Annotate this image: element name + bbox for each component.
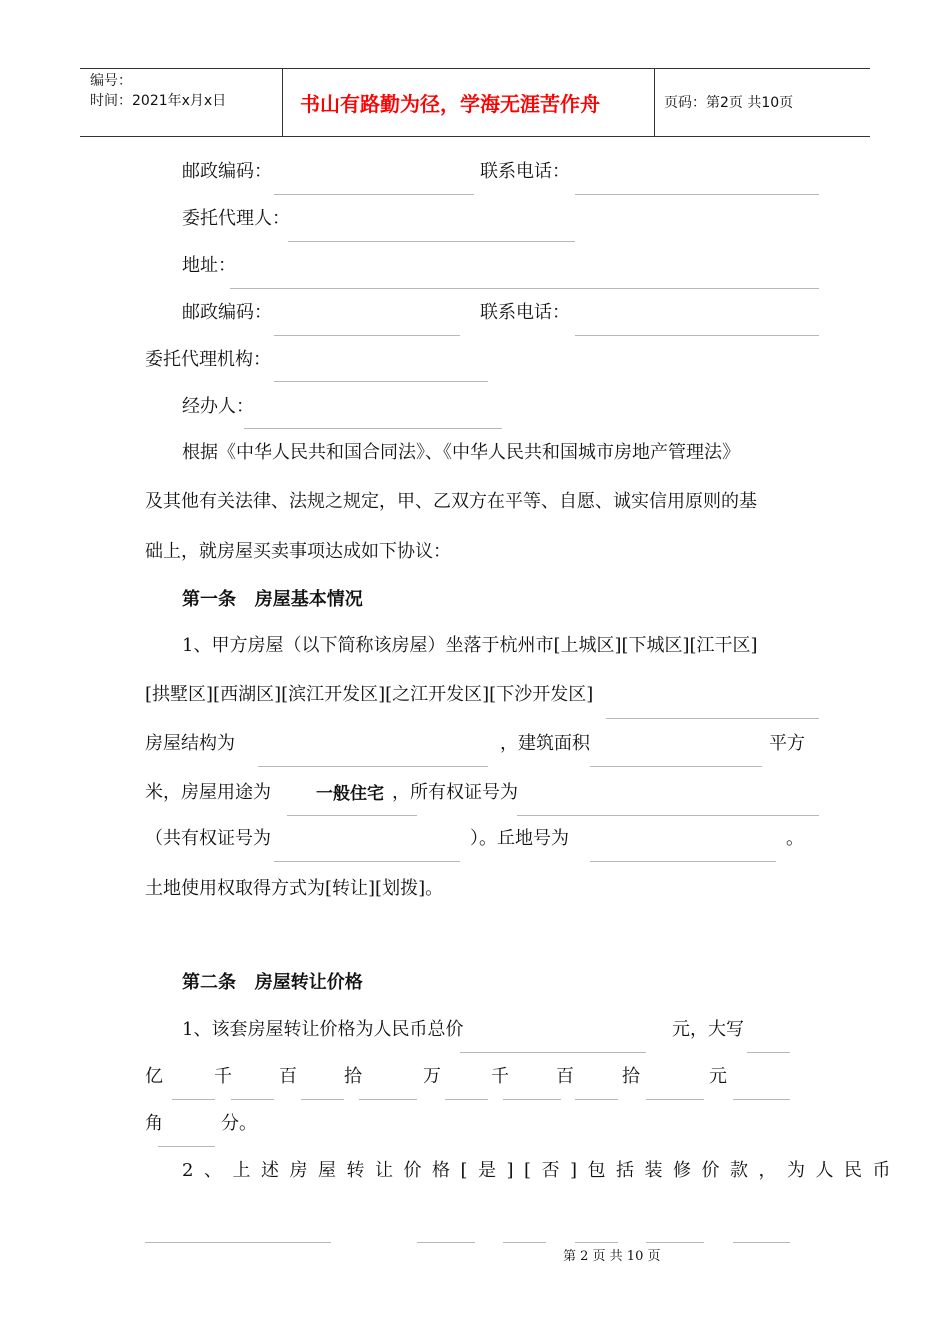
phone-blank-1 <box>575 194 819 195</box>
structure-label: 房屋结构为 <box>145 733 235 754</box>
unit-bai-2: 百 <box>556 1066 574 1087</box>
decoration-blank-2 <box>417 1242 475 1243</box>
blank-yi-qian <box>172 1099 215 1100</box>
price-blank <box>460 1052 646 1053</box>
co-cert-label: （共有权证号为 <box>145 828 271 849</box>
decoration-line: 2、上述房屋转让价格[是][否]包括装修价款，为人民币 <box>182 1160 902 1181</box>
decoration-blank-4 <box>575 1242 618 1243</box>
usage-blank <box>287 815 417 816</box>
co-cert-blank <box>274 861 460 862</box>
handler-label: 经办人： <box>182 396 254 417</box>
postal-code-label-1: 邮政编码： <box>182 161 272 182</box>
usage-label: 米，房屋用途为 <box>145 782 271 803</box>
agency-blank <box>274 381 488 382</box>
cert-label: ，所有权证号为 <box>392 782 518 803</box>
header-top-rule <box>80 68 870 69</box>
intro-line-2: 及其他有关法律、法规之规定，甲、乙双方在平等、自愿、诚实信用原则的基 <box>145 491 757 512</box>
unit-shi-2: 拾 <box>622 1066 640 1087</box>
plot-blank <box>590 861 776 862</box>
serial-label: 编号： <box>90 73 132 89</box>
unit-qian-1: 千 <box>214 1066 232 1087</box>
structure-blank <box>258 766 488 767</box>
unit-qian-2: 千 <box>491 1066 509 1087</box>
article-2-title: 第二条 房屋转让价格 <box>182 972 363 993</box>
header-page-label: 页码：第2页 共10页 <box>664 95 794 111</box>
blank-shi-wan <box>359 1099 417 1100</box>
decoration-blank-6 <box>733 1242 790 1243</box>
blank-bai-shi-2 <box>575 1099 618 1100</box>
unit-jiao: 角 <box>145 1113 163 1134</box>
blank-bai-shi <box>301 1099 344 1100</box>
intro-line-3: 础上，就房屋买卖事项达成如下协议： <box>145 541 451 562</box>
unit-yi: 亿 <box>145 1066 163 1087</box>
area-label: ，建筑面积 <box>500 733 590 754</box>
land-use-line: 土地使用权取得方式为[转让][划拨]。 <box>145 878 444 899</box>
unit-yuan: 元 <box>709 1066 727 1087</box>
price-yuan: 元，大写 <box>672 1019 744 1040</box>
header-divider-left <box>282 68 283 136</box>
address-label: 地址： <box>182 255 236 276</box>
decoration-blank-1 <box>145 1242 331 1243</box>
blank-wan-qian <box>445 1099 488 1100</box>
price-caps-blank <box>747 1052 790 1053</box>
usage-value: 一般住宅 <box>316 784 384 804</box>
plot-label: ）。丘地号为 <box>470 828 569 849</box>
article-1-line-2: [拱墅区][西湖区][滨江开发区][之江开发区][下沙开发区] <box>145 684 594 705</box>
decoration-blank-3 <box>503 1242 546 1243</box>
handler-blank <box>244 428 502 429</box>
agent-label: 委托代理人： <box>182 208 290 229</box>
postal-code-label-2: 邮政编码： <box>182 302 272 323</box>
phone-blank-2 <box>575 335 819 336</box>
header-divider-right <box>654 68 655 136</box>
article-1-line-1: 1、甲方房屋（以下简称该房屋）坐落于杭州市[上城区][下城区][江干区] <box>182 635 758 656</box>
postal-code-blank-1 <box>274 194 474 195</box>
unit-bai-1: 百 <box>279 1066 297 1087</box>
address-blank <box>230 288 819 289</box>
intro-line-1: 根据《中华人民共和国合同法》、《中华人民共和国城市房地产管理法》 <box>182 442 740 463</box>
page-footer: 第 2 页 共 10 页 <box>563 1249 661 1264</box>
plot-period: 。 <box>786 828 804 849</box>
agent-blank <box>288 241 575 242</box>
decoration-blank-5 <box>646 1242 704 1243</box>
blank-qian-bai-2 <box>503 1099 561 1100</box>
unit-shi-1: 拾 <box>344 1066 362 1087</box>
postal-code-blank-2 <box>274 335 460 336</box>
district-blank <box>606 718 819 719</box>
blank-jiao-fen <box>158 1146 215 1147</box>
blank-yuan-jiao <box>733 1099 790 1100</box>
phone-label-2: 联系电话： <box>480 302 570 323</box>
price-line: 1、该套房屋转让价格为人民币总价 <box>182 1019 464 1040</box>
unit-wan: 万 <box>423 1066 441 1087</box>
blank-shi-yuan <box>646 1099 704 1100</box>
blank-qian-bai <box>231 1099 274 1100</box>
agency-label: 委托代理机构： <box>145 349 271 370</box>
cert-blank <box>517 815 819 816</box>
area-blank <box>590 766 762 767</box>
article-1-title: 第一条 房屋基本情况 <box>182 589 363 610</box>
time-label: 时间：2021年x月x日 <box>90 93 227 109</box>
area-unit: 平方 <box>769 733 805 754</box>
header-bottom-rule <box>80 136 870 137</box>
header-slogan: 书山有路勤为径，学海无涯苦作舟 <box>300 92 600 116</box>
phone-label-1: 联系电话： <box>480 161 570 182</box>
unit-fen: 分。 <box>221 1113 257 1134</box>
